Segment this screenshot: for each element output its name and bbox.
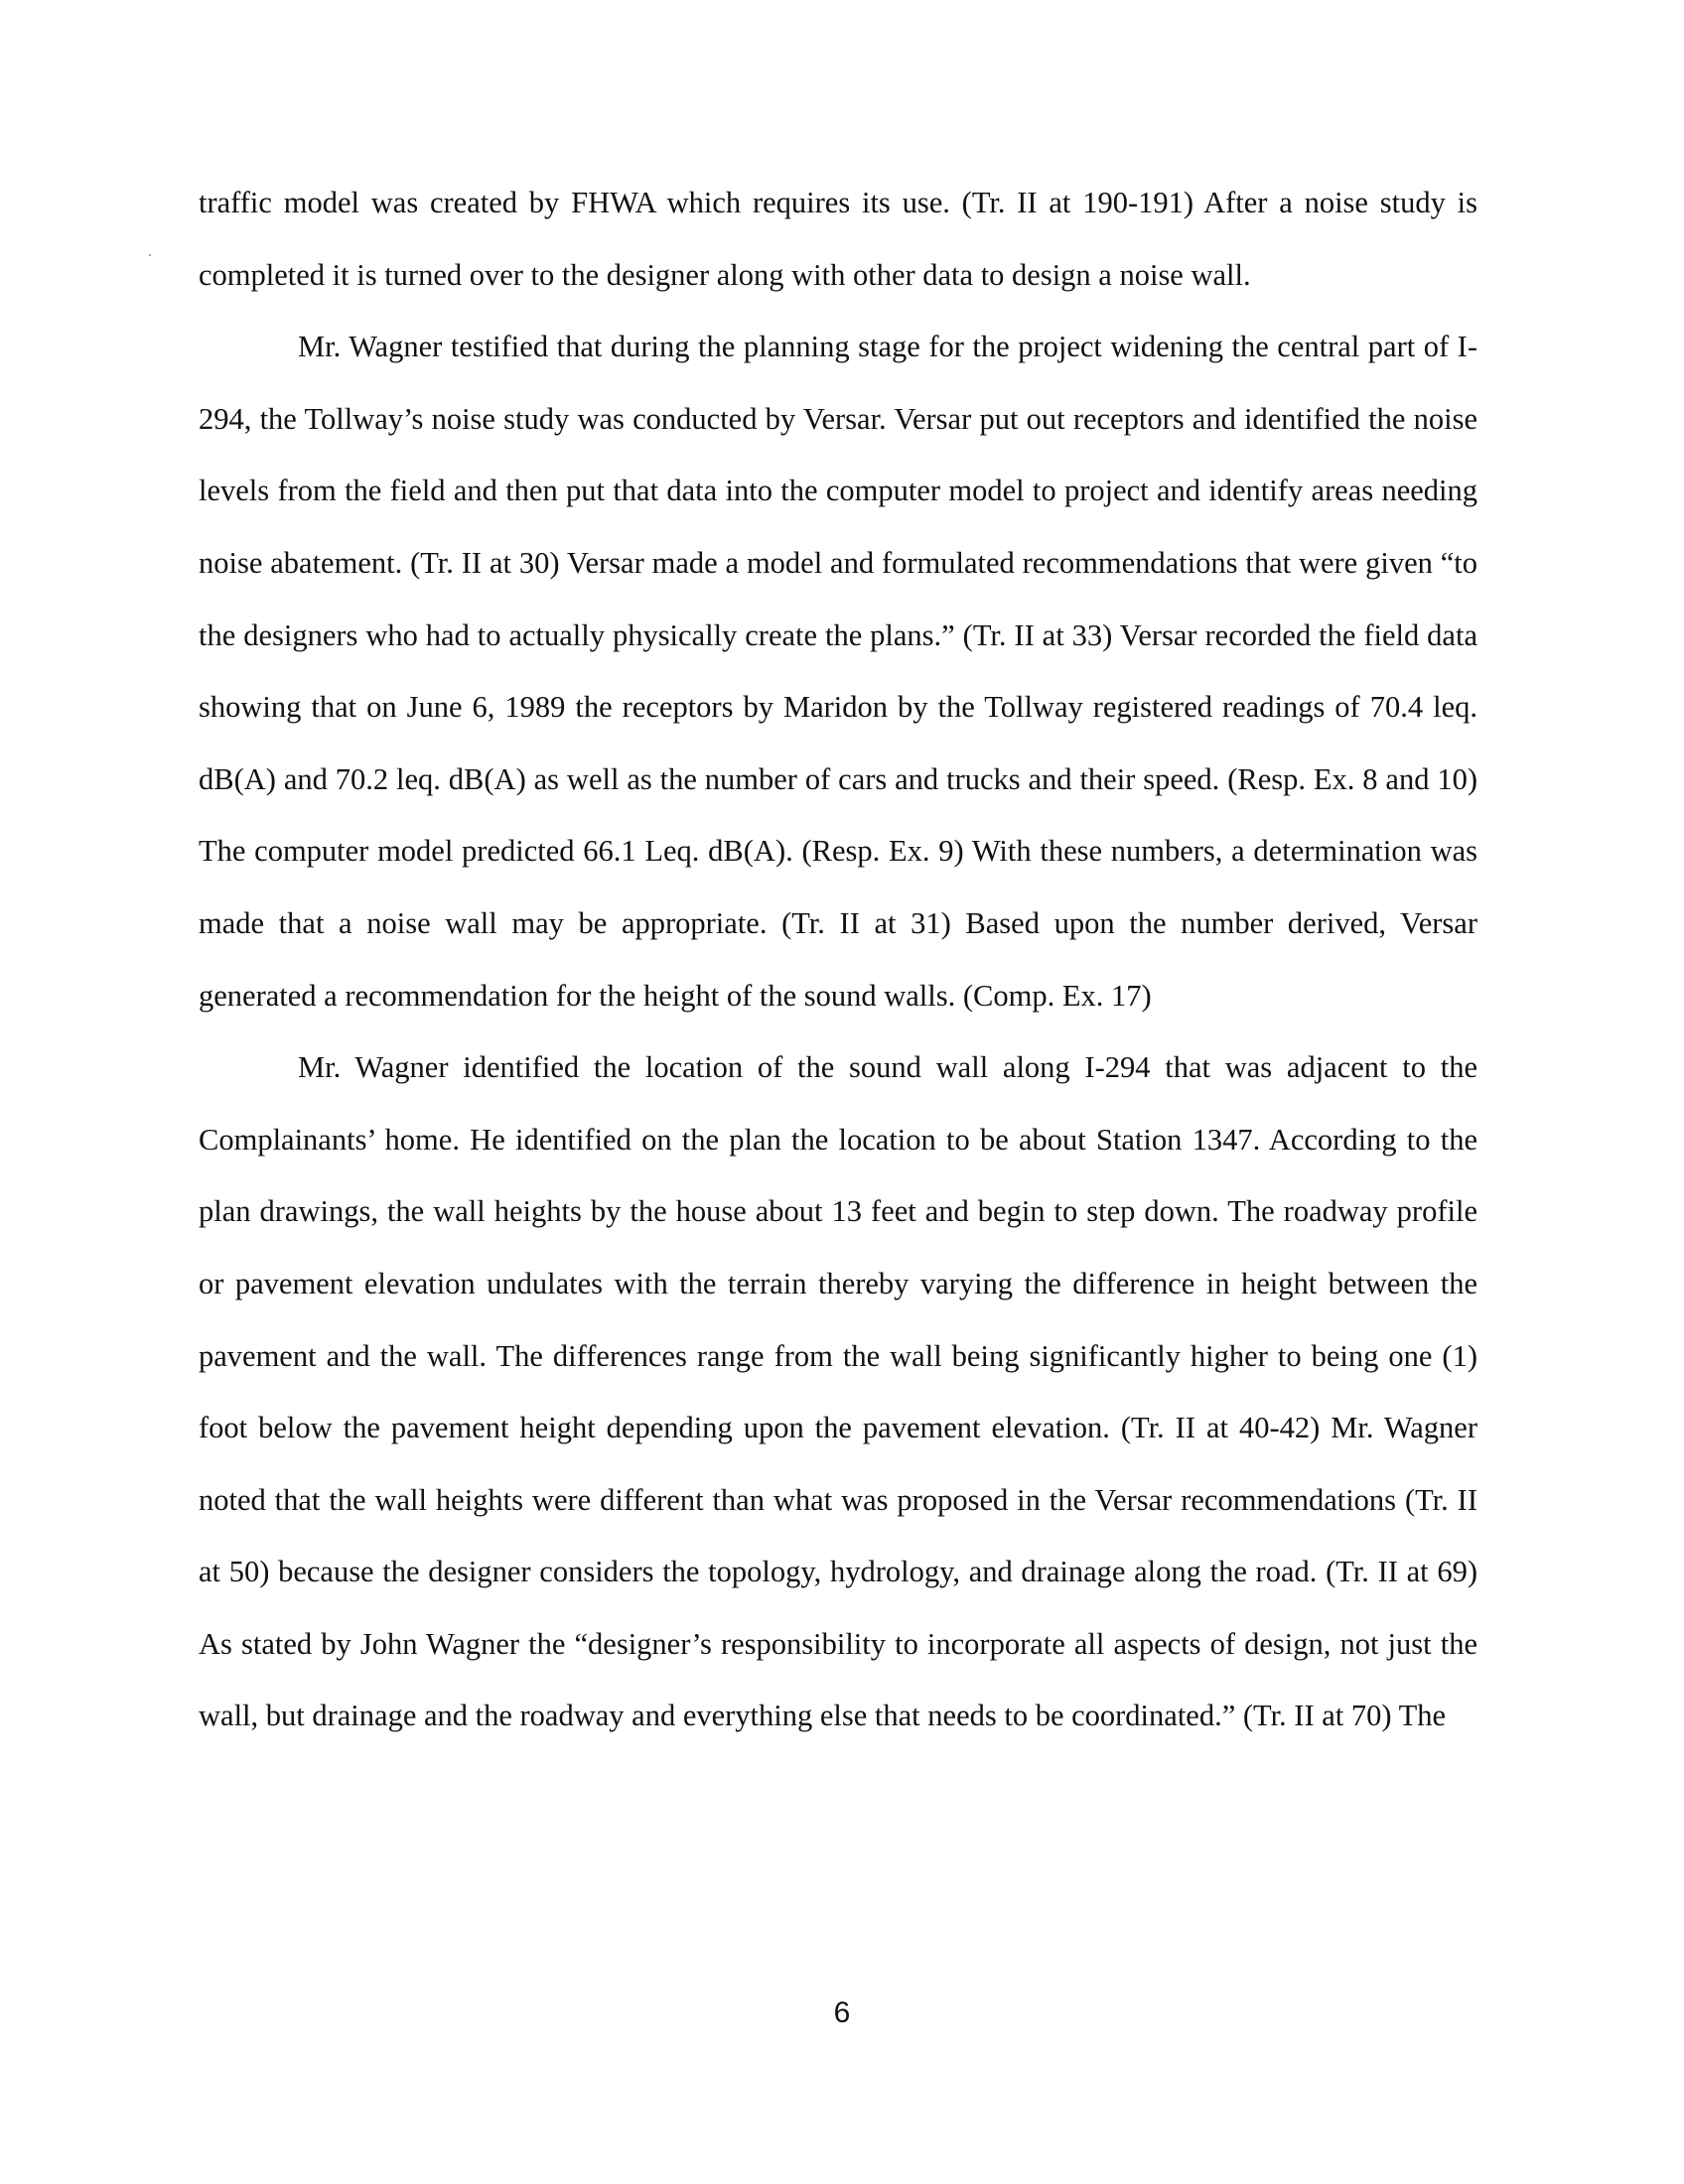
scan-speck bbox=[149, 254, 151, 256]
body-text bbox=[199, 167, 1477, 1752]
paragraph-1: traffic model was created by FHWA which requires its use. (Tr. II at 190-191) After a noise study is completed it is turned over to the designer along with other data to design a noise wall. bbox=[199, 186, 1477, 292]
paragraph-3: Mr. Wagner identified the location of the sound wall along I-294 that was adjacent to the Complainants’ home. He identified on the plan the location to be about Station 1347. According to the plan drawings, the wall heights by the house about 13 feet and begin to step down. The roadway profile or pavement elevation undulates with the terrain thereby varying the difference in height between the pavement and the wall. The differences range from the wall being significantly higher to being one (1) foot below the pavement height depending upon the pavement elevation. (Tr. II at 40-42) Mr. Wagner noted that the wall heights were different than what was proposed in the Versar recommendations (Tr. II at 50) because the designer considers the topology, hydrology, and drainage along the road. (Tr. II at 69) As stated by John Wagner the “designer’s responsibility to incorporate all aspects of design, not just the wall, but drainage and the roadway and everything else that needs to be coordinated.” (Tr. II at 70) The bbox=[199, 1050, 1477, 1733]
page-number: 6 bbox=[833, 1996, 851, 2029]
paragraph-2: Mr. Wagner testified that during the planning stage for the project widening the central part of I-294, the Tollway’s noise study was conducted by Versar. Versar put out receptors and identified the noise levels from the field and then put that data into the computer model to project and identify areas needing noise abatement. (Tr. II at 30) Versar made a model and formulated recommendations that were given “to the designers who had to actually physically create the plans.” (Tr. II at 33) Versar recorded the field data showing that on June 6, 1989 the receptors by Maridon by the Tollway registered readings of 70.4 leq. dB(A) and 70.2 leq. dB(A) as well as the number of cars and trucks and their speed. (Resp. Ex. 8 and 10) The computer model predicted 66.1 Leq. dB(A). (Resp. Ex. 9) With these numbers, a determination was made that a noise wall may be appropriate. (Tr. II at 31) Based upon the number derived, Versar generated a recommendation for the height of the sound walls. (Comp. Ex. 17) bbox=[199, 330, 1477, 1013]
